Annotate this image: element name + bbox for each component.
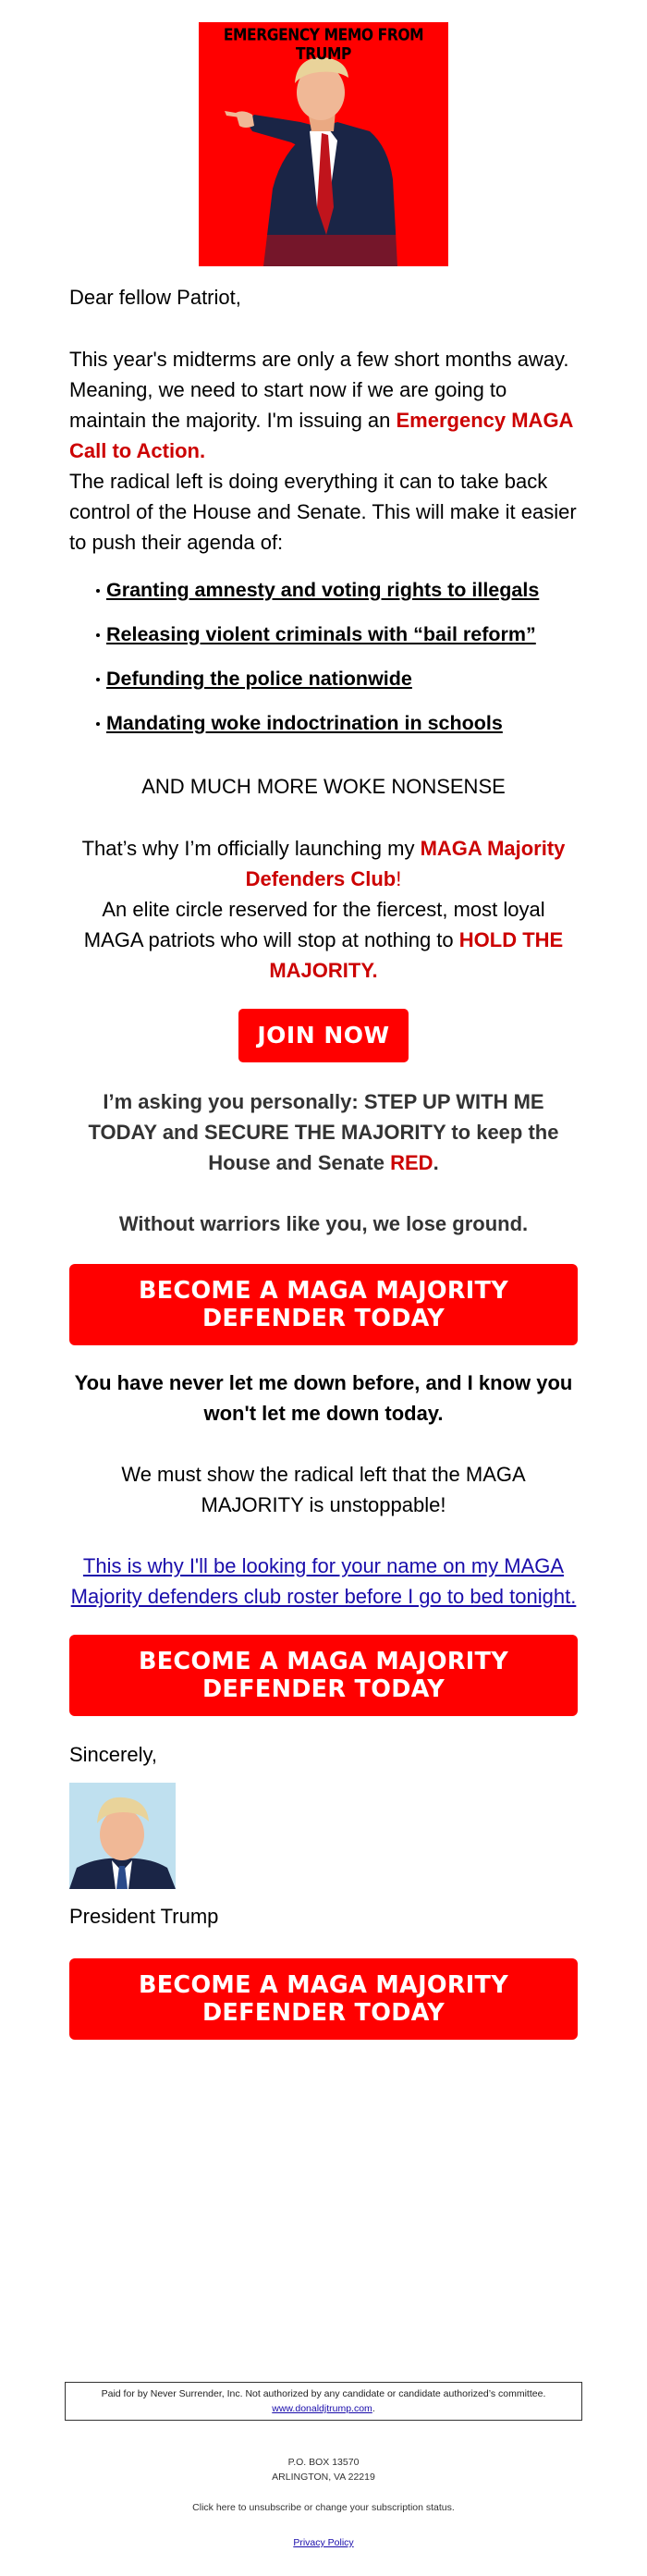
list-item: Mandating woke indoctrination in schools	[69, 708, 578, 753]
unstoppable-text: We must show the radical left that the MAGA MAJORITY is unstoppable!	[121, 1463, 526, 1516]
list-item: Granting amnesty and voting rights to illegals	[69, 575, 578, 619]
ask-dot: .	[433, 1151, 439, 1174]
portrait-illustration	[69, 1783, 176, 1889]
ask-text: I’m asking you personally: STEP UP WITH ME TODAY and SECURE THE MAJORITY to keep the House and Senate	[88, 1090, 559, 1174]
cta-line-1: BECOME A MAGA MAJORITY	[138, 1971, 509, 1999]
sincerely-text: Sincerely,	[69, 1743, 157, 1766]
website-link[interactable]: www.donaldjtrump.com	[272, 2403, 372, 2414]
call-to-action-highlight: Emergency MAGA Call to Action.	[69, 409, 573, 462]
club-bang: !	[396, 867, 402, 890]
list-item: Releasing violent criminals with “bail reform”	[69, 619, 578, 664]
privacy-policy-link[interactable]: Privacy Policy	[293, 2537, 354, 2548]
intro-paragraph	[69, 344, 578, 558]
intro-text: This year's midterms are only a few short months away. Meaning, we need to start now if we are going to maintain the majority. I'm issuing an	[69, 348, 569, 432]
paid-for-text: Paid for by Never Surrender, Inc. Not authorized by any candidate or candidate authorized’s committee.	[101, 2388, 546, 2399]
much-more-text: AND MUCH MORE WOKE NONSENSE	[141, 775, 506, 798]
cta-line-2: DEFENDER TODAY	[201, 1999, 446, 2027]
city-address: ARLINGTON, VA 22219	[272, 2472, 375, 2483]
greeting: Dear fellow Patriot,	[69, 286, 241, 309]
roster-link[interactable]: This is why I'll be looking for your name on my MAGA Majority defenders club roster before I go to bed tonight.	[70, 1554, 577, 1608]
paid-for-disclaimer	[65, 2382, 582, 2421]
warriors-text: Without warriors like you, we lose ground.	[118, 1212, 529, 1235]
agenda-list	[69, 575, 578, 753]
trump-portrait	[69, 1783, 176, 1889]
website-dot: .	[372, 2403, 375, 2414]
launch-text: That’s why I’m officially launching my	[81, 837, 421, 860]
become-defender-button[interactable]	[69, 1958, 578, 2040]
cta-line-2: DEFENDER TODAY	[201, 1305, 446, 1332]
red-highlight: RED	[390, 1151, 433, 1174]
become-defender-button[interactable]	[69, 1264, 578, 1345]
launch-paragraph	[69, 833, 578, 986]
join-now-button[interactable]: JOIN NOW	[238, 1009, 409, 1062]
hero-title: EMERGENCY MEMO FROM TRUMP	[223, 25, 424, 64]
signature-name: President Trump	[69, 1905, 219, 1928]
hold-majority-highlight: HOLD THE MAJORITY.	[269, 928, 564, 982]
cta-line-1: BECOME A MAGA MAJORITY	[138, 1277, 509, 1305]
intro-text-2: The radical left is doing everything it can to take back control of the House and Senate. This will make it easier to push their agenda of:	[69, 470, 577, 554]
become-defender-button[interactable]	[69, 1635, 578, 1716]
cta-line-2: DEFENDER TODAY	[201, 1675, 446, 1703]
cta-line-1: BECOME A MAGA MAJORITY	[138, 1648, 509, 1675]
hero-image	[199, 22, 448, 266]
unsubscribe-link[interactable]: Click here to unsubscribe or change your subscription status.	[192, 2502, 455, 2513]
club-name: MAGA Majority Defenders Club	[245, 837, 566, 890]
never-let-down-text: You have never let me down before, and I know you won't let me down today.	[74, 1371, 573, 1425]
po-box: P.O. BOX 13570	[287, 2457, 360, 2468]
privacy-policy-container	[0, 2535, 647, 2550]
launch-text-2: An elite circle reserved for the fiercest, most loyal MAGA patriots who will stop at nothing to	[83, 898, 545, 951]
ask-paragraph	[69, 1086, 578, 1178]
list-item: Defunding the police nationwide	[69, 664, 578, 708]
